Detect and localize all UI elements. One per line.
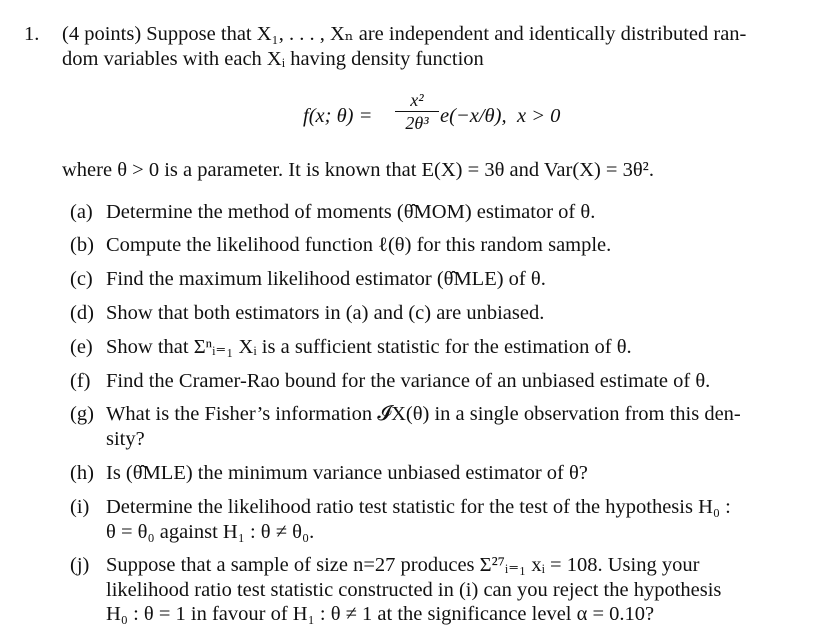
part-c-text: Find the maximum likelihood estimator (θ̂MLE) of θ. [106, 268, 546, 290]
part-h-label: (h) [70, 462, 94, 484]
density-exponential: e(−x/θ), [440, 105, 507, 127]
part-d-text: Show that both estimators in (a) and (c) are unbiased. [106, 302, 545, 324]
part-a-label: (a) [70, 201, 93, 223]
part-i-label: (i) [70, 496, 90, 518]
intro-line-1: (4 points) Suppose that X₁, . . . , Xₙ are independent and identically distributed ran- [62, 23, 747, 45]
part-f-text: Find the Cramer-Rao bound for the variance of an unbiased estimate of θ. [106, 370, 711, 392]
part-j-label: (j) [70, 554, 90, 576]
part-j-text-line-1: Suppose that a sample of size n=27 produces Σ²⁷ᵢ₌₁ xᵢ = 108. Using your [106, 554, 700, 576]
part-d-label: (d) [70, 302, 94, 324]
part-g-text-line-2: sity? [106, 428, 145, 450]
part-e-text: Show that Σⁿᵢ₌₁ Xᵢ is a sufficient statistic for the estimation of θ. [106, 336, 632, 358]
fraction-denominator: 2θ³ [405, 113, 429, 133]
part-a-text: Determine the method of moments (θ̂MOM) estimator of θ. [106, 201, 596, 223]
density-fraction [395, 90, 439, 134]
part-e-label: (e) [70, 336, 93, 358]
part-c-label: (c) [70, 268, 93, 290]
part-i-text-line-2: θ = θ₀ against H₁ : θ ≠ θ₀. [106, 521, 315, 543]
part-f-label: (f) [70, 370, 91, 392]
density-lhs: f(x; θ) = [303, 105, 373, 127]
part-b-label: (b) [70, 234, 94, 256]
part-h-text: Is (θ̂MLE) the minimum variance unbiased estimator of θ? [106, 462, 588, 484]
part-g-text-line-1: What is the Fisher’s information 𝓘X(θ) in a single observation from this den- [106, 403, 741, 425]
part-b-text: Compute the likelihood function ℓ(θ) for this random sample. [106, 234, 612, 256]
part-i-text-line-1: Determine the likelihood ratio test statistic for the test of the hypothesis H₀ : [106, 496, 731, 518]
density-condition: x > 0 [517, 105, 561, 127]
part-j-text-line-3: H₀ : θ = 1 in favour of H₁ : θ ≠ 1 at the significance level α = 0.10? [106, 603, 655, 625]
part-j-text-line-2: likelihood ratio test statistic constructed in (i) can you reject the hypothesis [106, 579, 722, 601]
where-statement: where θ > 0 is a parameter. It is known that E(X) = 3θ and Var(X) = 3θ². [62, 159, 654, 181]
part-g-label: (g) [70, 403, 94, 425]
fraction-numerator: x² [395, 90, 439, 112]
problem-number: 1. [24, 23, 40, 45]
intro-line-2: dom variables with each Xᵢ having density function [62, 48, 484, 70]
